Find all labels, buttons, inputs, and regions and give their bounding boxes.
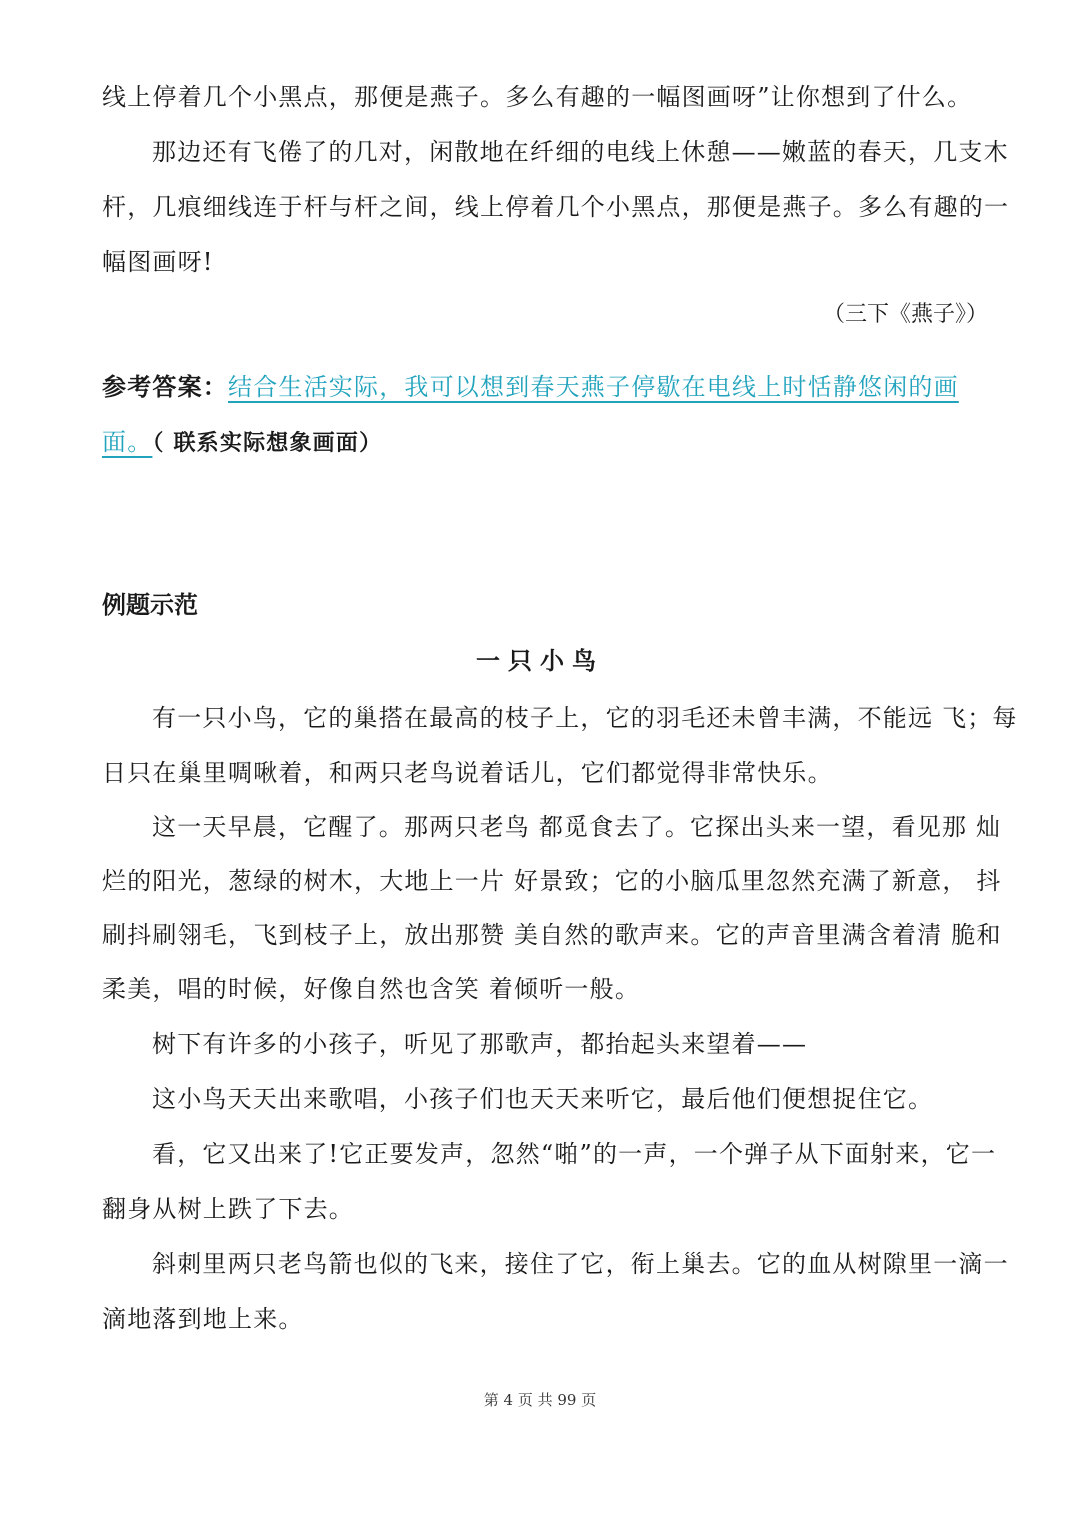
passage-line: 杆，几痕细线连于杆与杆之间，线上停着几个小黑点，那便是燕子。多么有趣的一: [102, 193, 1010, 221]
story-line: 有一只小鸟，它的巢搭在最高的枝子上，它的羽毛还未曾丰满，不能远 飞；每: [152, 704, 1018, 732]
passage-source: （三下《燕子》）: [822, 302, 988, 327]
section-heading: 例题示范: [102, 590, 198, 619]
page-number: 第 4 页 共 99 页: [483, 1391, 597, 1409]
answer-note: （ 联系实际想象画面）: [152, 430, 383, 456]
answer-line-2: [102, 427, 382, 458]
story-line: 日只在巢里啁啾着，和两只老鸟说着话儿，它们都觉得非常快乐。: [102, 759, 833, 787]
story-line: 烂的阳光，葱绿的树木，大地上一片 好景致；它的小脑瓜里忽然充满了新意， 抖: [102, 867, 1002, 895]
story-line: 滴地落到地上来。: [102, 1305, 304, 1333]
story-title: 一只小鸟: [476, 646, 604, 675]
story-line: 翻身从树上跌了下去。: [102, 1195, 354, 1223]
story-line: 斜刺里两只老鸟箭也似的飞来，接住了它，衔上巢去。它的血从树隙里一滴一: [152, 1250, 1009, 1278]
story-line: 这一天早晨，它醒了。那两只老鸟 都觅食去了。它探出头来一望，看见那 灿: [152, 813, 1002, 841]
answer-text: 结合生活实际，我可以想到春天燕子停歇在电线上时恬静悠闲的画: [228, 373, 959, 401]
passage-line: 那边还有飞倦了的几对，闲散地在纤细的电线上休憩——嫩蓝的春天，几支木: [152, 138, 1009, 166]
passage-line: 幅图画呀!: [102, 248, 214, 276]
story-line: 树下有许多的小孩子，听见了那歌声，都抬起头来望着——: [152, 1030, 808, 1058]
story-line: 这小鸟天天出来歌唱，小孩子们也天天来听它，最后他们便想捉住它。: [152, 1085, 934, 1113]
story-line: 看，它又出来了!它正要发声，忽然“啪”的一声，一个弹子从下面射来，它一: [152, 1140, 997, 1168]
answer-text-continued: 面。: [102, 428, 153, 456]
story-line: 刷抖刷翎毛，飞到枝子上，放出那赞 美自然的歌声来。它的声音里满含着清 脆和: [102, 921, 1002, 949]
answer-label: 参考答案：: [102, 372, 228, 401]
passage-line: 线上停着几个小黑点，那便是燕子。多么有趣的一幅图画呀”让你想到了什么。: [102, 83, 973, 111]
story-line: 柔美，唱的时候，好像自然也含笑 着倾听一般。: [102, 975, 641, 1003]
answer-line-1: [102, 372, 959, 402]
